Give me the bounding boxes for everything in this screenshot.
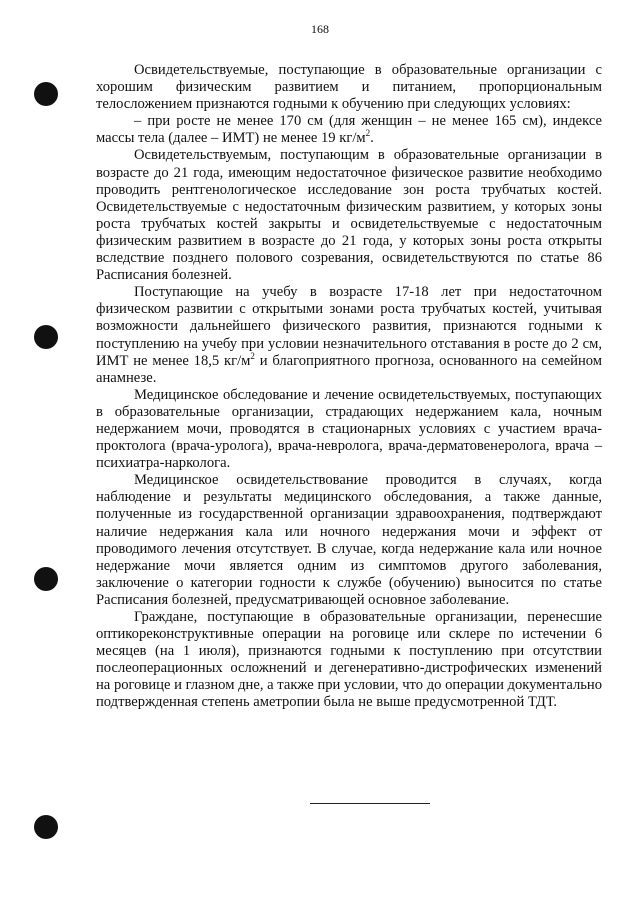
punch-hole-mark [34,325,58,349]
punch-hole-mark [34,567,58,591]
paragraph-text: и благоприятного прогноза, основанного на семейном анамнезе. [96,352,603,386]
paragraph: Граждане, поступающие в образовательные организации, перенесшие оптикореконструктивные операции на роговице или склере по истечении 6 месяцев (на 1 июля), признаются годными к поступлению при отсутствии послеоперационных осложнений и дегенеративно-дистрофических изменений на роговице и глазном дне, а также при условии, что до операции документально подтвержденная степень аметропии была не выше предусмотренной ТДТ. [96,609,602,711]
superscript: 2 [365,128,371,139]
body-text [96,62,602,712]
paragraph: Освидетельствуемые, поступающие в образовательные организации с хорошим физическим развитием и питанием, пропорциональным телосложением признаются годными к обучению при следующих условиях: [96,62,602,113]
paragraph [96,284,602,387]
footer-rule [310,803,430,804]
paragraph: Медицинское обследование и лечение освидетельствуемых, поступающих в образовательные организации, страдающих недержанием кала, ночным недержанием мочи, проводятся в стационарных условиях с участием врача-проктолога (врача-уролога), врача-невролога, врача-дерматовенеролога, врача – психиатра-нарколога. [96,386,602,472]
paragraph-text: – при росте не менее 170 см (для женщин – не менее 165 см), индексе массы тела (далее – ИМТ) не менее 19 кг/м [96,113,602,147]
paragraph [96,113,602,147]
paragraph: Освидетельствуемым, поступающим в образовательные организации в возрасте до 21 года, имеющим недостаточное физическое развитие необходимо проводить рентгенологическое исследование зон роста трубчатых костей. Освидетельствуемые с недостаточным физическим развитием, у которых зоны роста трубчатых костей закрыты и освидетельствуемые с недостаточным физическим развитием в возрасте до 21 года, у которых зоны роста открыты вследствие позднего полового созревания, освидетельствуются по статье 86 Расписания болезней. [96,147,602,284]
punch-hole-mark [34,815,58,839]
paragraph: Медицинское освидетельствование проводится в случаях, когда наблюдение и результаты медицинского обследования, а также данные, полученные из государственной организации здравоохранения, подтверждают наличие недержания кала или ночного недержания мочи и эффект от проводимого лечения отсутствует. В случае, когда недержание кала или ночное недержание мочи является одним из симптомов другого заболевания, заключение о категории годности к службе (обучению) выносится по статье Расписания болезней, предусматривающей основное заболевание. [96,472,602,608]
paragraph-text: . [370,130,374,147]
page-number: 168 [311,22,329,36]
superscript: 2 [250,350,255,361]
punch-hole-mark [34,82,58,106]
paragraph-text: Поступающие на учебу в возрасте 17-18 лет при недостаточном физическом развитии с открытыми зонами роста трубчатых костей, учитывая возможности дальнейшего физического развития, признаются годными к поступлению на учебу при условии незначительного отставания в росте до 2 см, ИМТ не менее 18,5 кг/м [96,284,602,369]
